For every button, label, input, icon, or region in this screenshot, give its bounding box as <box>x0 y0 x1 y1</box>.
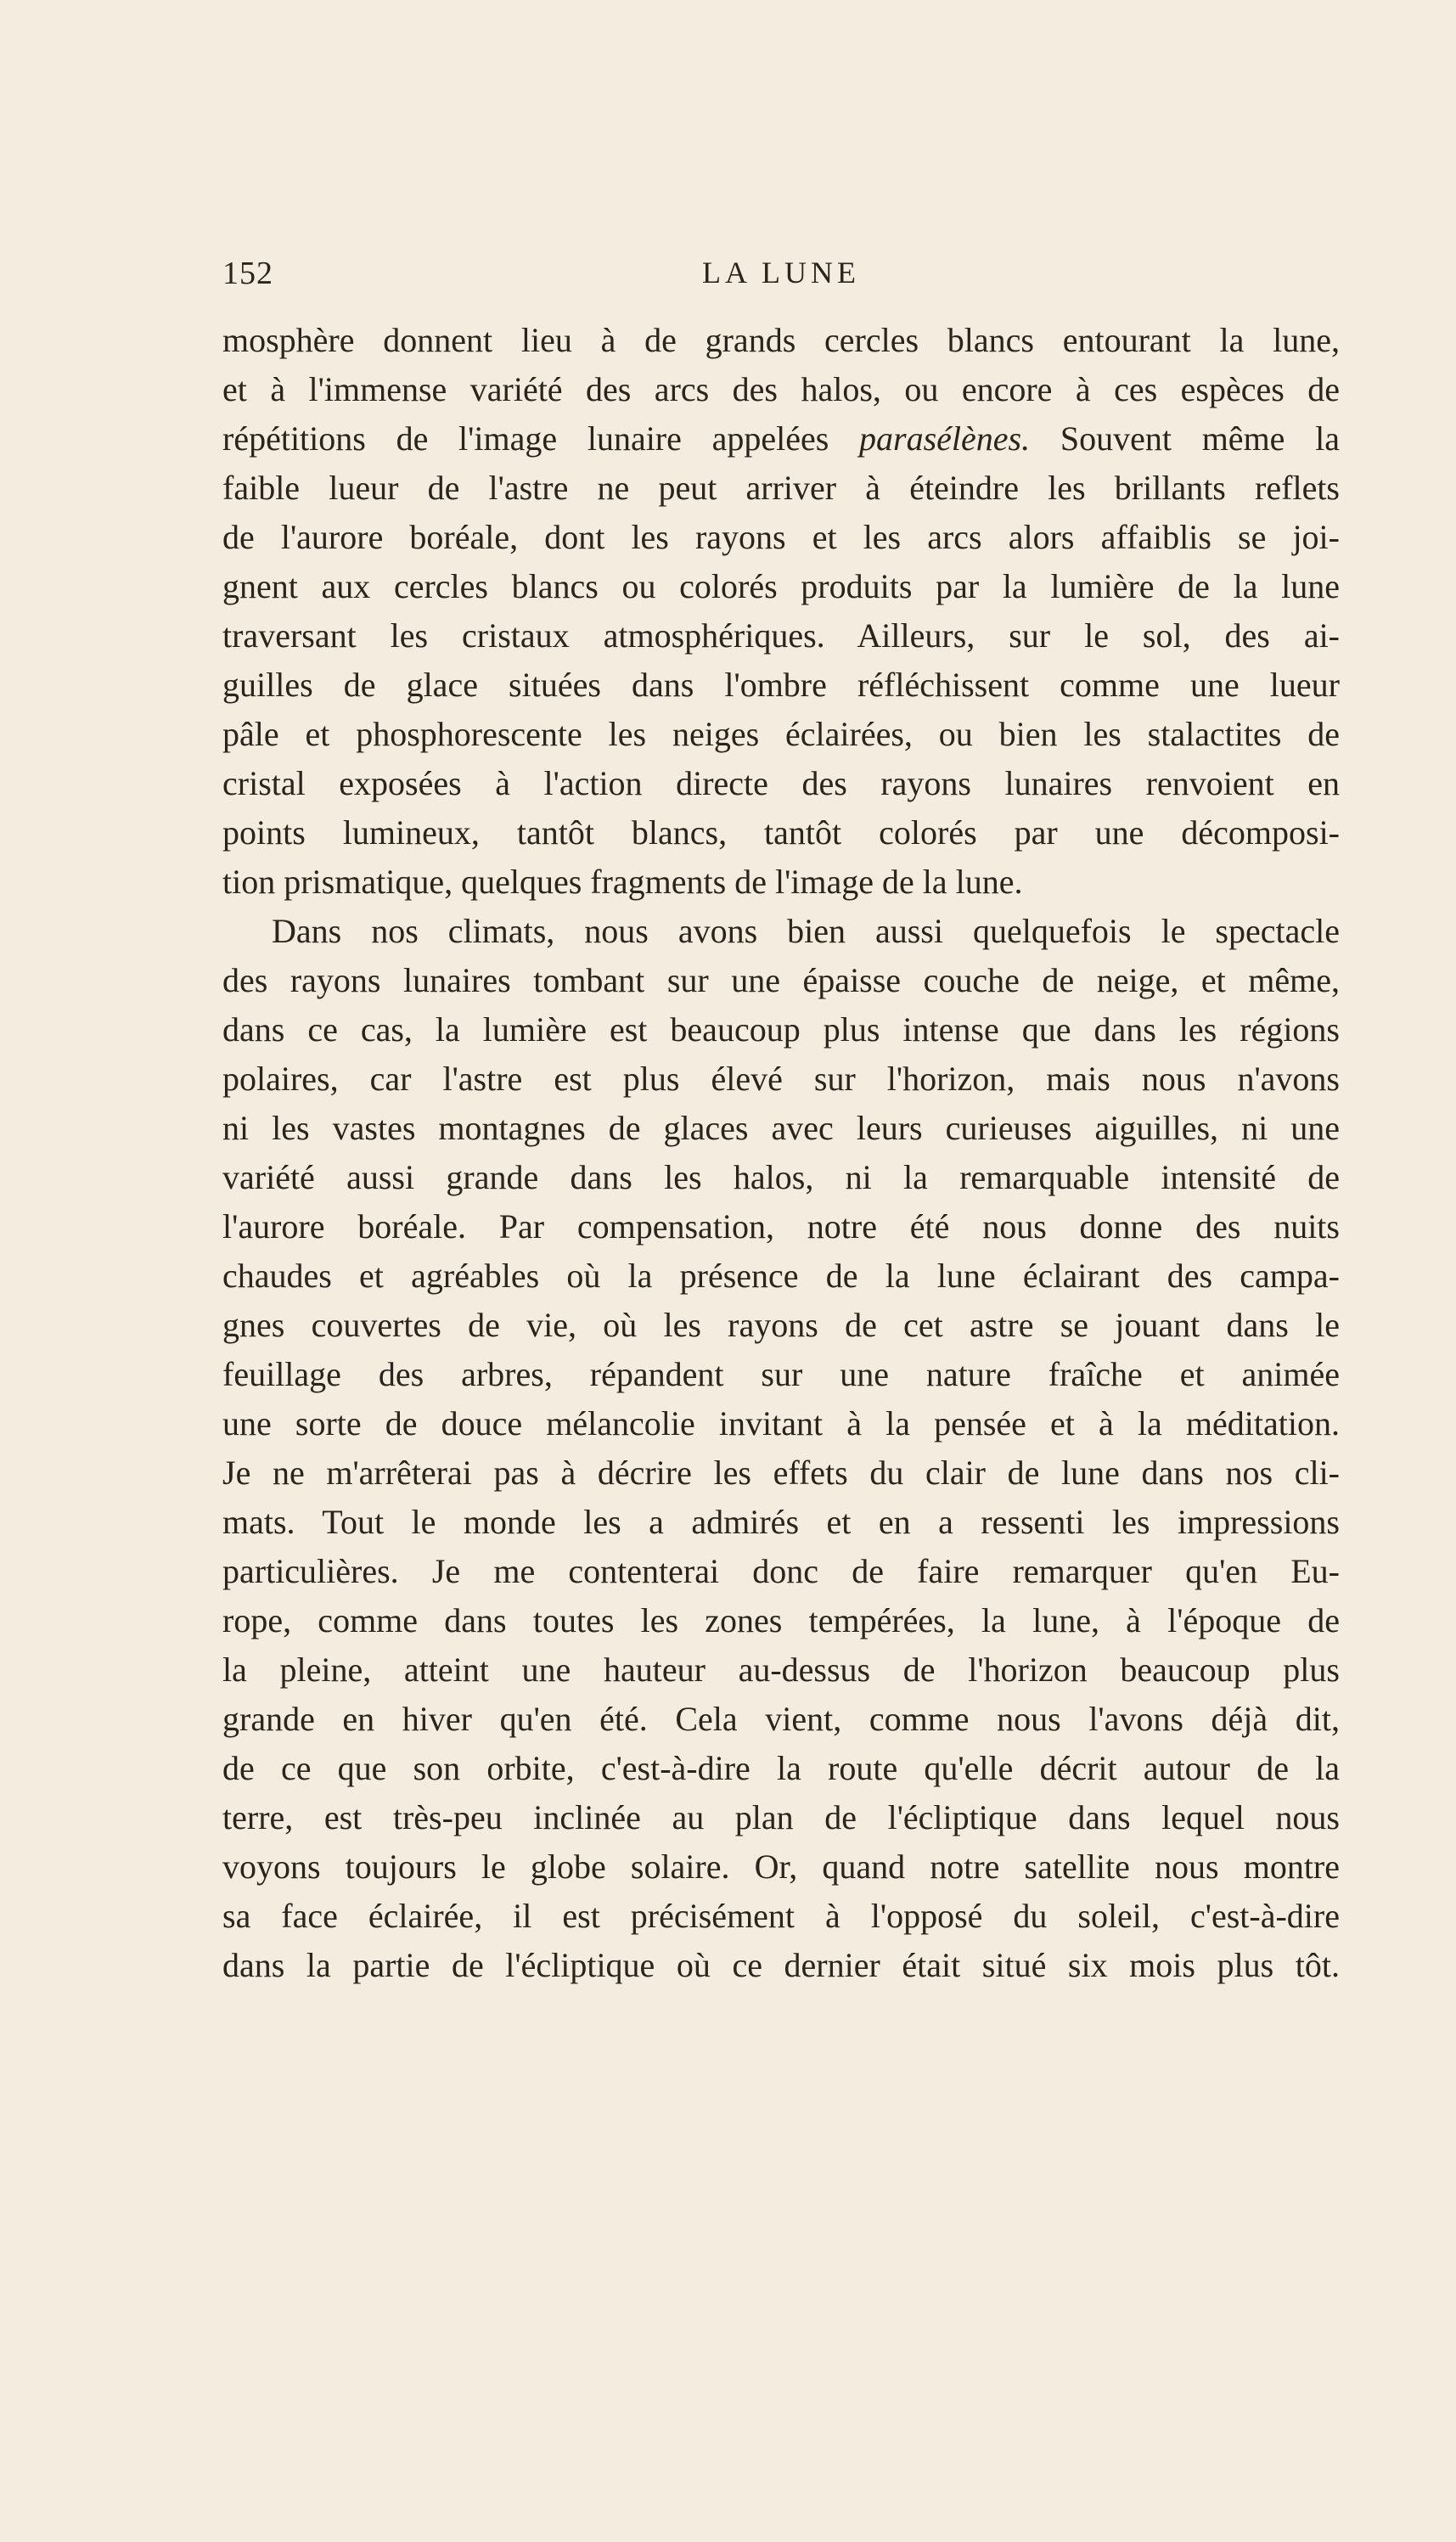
text-line: Je ne m'arrêterai pas à décrire les effets du clair de lune dans nos cli- <box>222 1454 1340 1492</box>
text-line: tion prismatique, quelques fragments de l'image de la lune. <box>222 863 1023 901</box>
text-line: sa face éclairée, il est précisément à l'opposé du soleil, c'est-à-dire <box>222 1897 1340 1935</box>
text-line: de ce que son orbite, c'est-à-dire la route qu'elle décrit autour de la <box>222 1749 1340 1787</box>
text-line: mosphère donnent lieu à de grands cercles blancs entourant la lune, <box>222 321 1340 359</box>
text-line: de l'aurore boréale, dont les rayons et les arcs alors affaiblis se joi- <box>222 518 1340 556</box>
text-line: variété aussi grande dans les halos, ni la remarquable intensité de <box>222 1158 1340 1196</box>
text-line: feuillage des arbres, répandent sur une nature fraîche et animée <box>222 1355 1340 1393</box>
text-line: guilles de glace situées dans l'ombre réfléchissent comme une lueur <box>222 666 1340 704</box>
text-line: voyons toujours le globe solaire. Or, quand notre satellite nous montre <box>222 1847 1340 1886</box>
text-line-with-emphasis <box>222 414 1340 464</box>
text-line: points lumineux, tantôt blancs, tantôt colorés par une décomposi- <box>222 813 1340 852</box>
running-title: LA LUNE <box>702 256 860 290</box>
text-line: chaudes et agréables où la présence de la lune éclairant des campa- <box>222 1257 1340 1295</box>
text-line: la pleine, atteint une hauteur au-dessus de l'horizon beaucoup plus <box>222 1651 1340 1689</box>
text-line: et à l'immense variété des arcs des halos, ou encore à ces espèces de <box>222 370 1340 408</box>
page-header <box>222 255 1340 306</box>
emphasized-term: parasélènes. <box>859 419 1031 458</box>
text-line: l'aurore boréale. Par compensation, notre été nous donne des nuits <box>222 1207 1340 1246</box>
text-line: cristal exposées à l'action directe des rayons lunaires renvoient en <box>222 764 1340 802</box>
text-line: gnent aux cercles blancs ou colorés produits par la lumière de la lune <box>222 567 1340 605</box>
text-line: pâle et phosphorescente les neiges éclairées, ou bien les stalactites de <box>222 715 1340 753</box>
text-line: ni les vastes montagnes de glaces avec leurs curieuses aiguilles, ni une <box>222 1109 1340 1147</box>
text-line: grande en hiver qu'en été. Cela vient, comme nous l'avons déjà dit, <box>222 1700 1340 1738</box>
text-line: des rayons lunaires tombant sur une épaisse couche de neige, et même, <box>222 961 1340 999</box>
text-line-segment: répétitions de l'image lunaire appelées <box>222 419 829 458</box>
body-text <box>222 316 1340 1990</box>
text-line-segment: Souvent même la <box>1060 419 1341 458</box>
text-line: une sorte de douce mélancolie invitant à la pensée et à la méditation. <box>222 1404 1340 1443</box>
text-line: traversant les cristaux atmosphériques. Ailleurs, sur le sol, des ai- <box>222 616 1340 655</box>
text-line: particulières. Je me contenterai donc de faire remarquer qu'en Eu- <box>222 1552 1340 1590</box>
text-line: gnes couvertes de vie, où les rayons de cet astre se jouant dans le <box>222 1306 1340 1344</box>
text-line: rope, comme dans toutes les zones tempérées, la lune, à l'époque de <box>222 1601 1340 1639</box>
text-line: terre, est très-peu inclinée au plan de l'écliptique dans lequel nous <box>222 1798 1340 1836</box>
text-line: dans ce cas, la lumière est beaucoup plus intense que dans les régions <box>222 1010 1340 1049</box>
text-line: polaires, car l'astre est plus élevé sur l'horizon, mais nous n'avons <box>222 1060 1340 1098</box>
text-line: faible lueur de l'astre ne peut arriver à éteindre les brillants reflets <box>222 469 1340 507</box>
page-number: 152 <box>222 256 273 291</box>
text-line: dans la partie de l'écliptique où ce dernier était situé six mois plus tôt. <box>222 1946 1340 1984</box>
text-line-paragraph-start: Dans nos climats, nous avons bien aussi quelquefois le spectacle <box>272 912 1340 950</box>
text-line: mats. Tout le monde les a admirés et en a ressenti les impressions <box>222 1503 1340 1541</box>
